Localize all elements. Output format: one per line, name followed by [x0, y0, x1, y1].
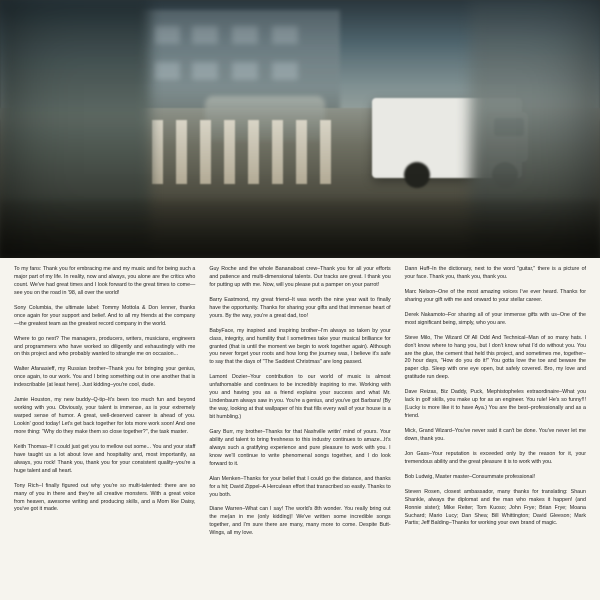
liner-notes-credits	[0, 258, 600, 600]
credits-paragraph: Steven Rosen, closest ambassador, many thanks for translating: Shaun Shankle, always the diplomat and the man who makes it happen! (and Ronnie sister); Mike Reiter; Tom Kuoso; John Frye; Brian Frye; Moana Suchard; Mario Lucy; Dan Shea; Bill Whittington; David Gleeson; Mark Partis; Jeff Balding–Thanks for working your own brand of magic.	[404, 488, 586, 527]
credits-paragraph: Derek Nakamoto–For sharing all of your immense gifts with us–One of the most significant being, simply, who you are.	[404, 311, 586, 326]
credits-paragraph: Keith Thomas–If I could just get you to mellow out some... You and your staff have taught us a lot about love and hospitality and, most importantly, as always, you rock! Thank you, thank you for your consistent quality–you're a huge talent and all heart.	[14, 443, 196, 474]
credits-paragraph: Where to go next? The managers, producers, writers, musicians, engineers and programmers who have worked so diligently and exhaustingly with me on this project and who probably wanted to strangle me on occasion...	[14, 335, 196, 358]
credits-paragraph: Gary Burr, my brother–Thanks for that Nashville writin' mind of yours. Your ability and talent to bring freshness to this industry continues to amaze...It's always such a gratifying experience and pure pleasure to work with you. I know we'll continue to write phenomenal songs together, and I do look forward to it.	[209, 428, 391, 467]
credits-paragraph: Diane Warren–What can I say! The world's 8th wonder. You really bring out the me(an in me (only kidding)! We've written some incredible songs together, and I'm sure there are many, many more to come. Despite Butt-Wings, all my love.	[209, 506, 391, 537]
credits-paragraph: Alan Menken–Thanks for your belief that I could go the distance, and thanks for a hit; David Zippel–A Herculean effort that transcribed so easily. Thanks to you both.	[209, 475, 391, 498]
credits-paragraph: Marc Nelson–One of the most amazing voices I've ever heard. Thanks for sharing your gift with me and onward to your stellar career.	[404, 288, 586, 303]
credits-paragraph: Jamie Houston, my new buddy–Q-tip–It's been too much fun and beyond working with you. Obviously, your talent is immense, as is your extremely warped sense of humor. A great, well-deserved career is ahead of you. Lookin' good today! Let's get back together for lots more work soon! And one more thing: "Why do they make them so close together?", the task master.	[14, 397, 196, 435]
credits-paragraph: To my fans: Thank you for embracing me and my music and for being such a major part of my life. In reality, now and always, you alone are the critics who count. We've had great times and I look forward to the great times to come—see you on the road in '98, all over the world!	[14, 266, 196, 296]
credits-column-2	[209, 266, 390, 592]
credits-paragraph: Guy Roche and the whole Bananaboat crew–Thank you for all your efforts and patience and multi-dimensional talents. Our tracks are great. I thank you for putting up with me. Now, will you please put a pamper on your parrot!	[209, 266, 391, 288]
credits-paragraph: BabyFace, my inspired and inspiring brother–I'm always so taken by your class, integrity, and humility that I sometimes take your musical brilliance for granted (that is until the moment we begin to work together again). Although you never forget your roots and how long the journey was, I believe it's safe to say that the days of "The Saddest Christmas" are long passed.	[209, 327, 391, 366]
credits-paragraph: Mick, Grand Wizard–You've never said it can't be done. You've never let me down, thank you.	[404, 428, 586, 442]
credits-column-1	[14, 266, 195, 592]
credits-column-3	[405, 266, 586, 592]
credits-paragraph: Tony Rich–I finally figured out why you're so multi-talented: there are so many of you in there and they're all creative monsters. With a great voice from heaven, awesome writing and producing skills, and a Mom like Daisy, you've got it made.	[14, 482, 196, 513]
credits-paragraph: Walter Afanasieff, my Russian brother–Thank you for bringing your genius, once again, to our work. You and I bring something out in one another that is indescribable (at least here). Just kidding–you're cool, dude.	[14, 366, 196, 389]
credits-paragraph: Lamont Dozier–Your contribution to our world of music is almost unfathomable and continues to be incredibly inspiring to me. Working with you and having you as a friend explains your success and what Mr. Lindenbaum always saw in you. You're a genius, and you've got Barbara! (By the way, looking at that wallpaper of his that fills every wall of your house is a bit humbling.)	[209, 374, 391, 420]
credits-paragraph: Dann Huff–In the dictionary, next to the word "guitar," there is a picture of your face. Thank you, thank you, thank you.	[404, 266, 586, 280]
credits-paragraph: Jon Gass–Your reputation is exceeded only by the reason for it, your tremendous ability and the great pleasure it is to work with you.	[404, 450, 586, 465]
credits-paragraph: Sony Columbia, the ultimate label: Tommy Mottola & Don Ienner, thanks once again for your support and belief. And to all my friends at the company—the greatest team as the greatest record company in the world.	[14, 304, 196, 327]
credits-paragraph: Dave Reizas, Biz Daddy, Puck, Mephistopheles extraordinaire–What you lack in golf skills, you make up for as an engineer. You rule! He's so funny!!! (Lucky is more like it to have Aya.) You are the best–professionally and as a friend.	[404, 389, 586, 420]
cover-photo	[0, 0, 600, 258]
credits-paragraph: Barry Eastmond, my great friend–It was worth the nine year wait to finally have the opportunity. Thanks for sharing your gifts and that immense heart of yours. By the way, you're a great dad, too!	[209, 296, 391, 319]
credits-paragraph: Steve Milo, The Wizard Of All Odd And Technical–Man of so many hats. I don't know where to hang you, but I don't know what I'd do without you. You are the glue, the cement that held this project, and sometimes me, together–20 hour days, "How do you do it!" You gotta love the toe and beware the paper clip. Sleep with one eye open, but safely covered. Bro, my love and gratitude run deep.	[404, 334, 586, 381]
photo-vignette	[0, 0, 600, 258]
credits-paragraph: Bob Ludwig, Master master–Consummate professional!	[404, 473, 536, 480]
